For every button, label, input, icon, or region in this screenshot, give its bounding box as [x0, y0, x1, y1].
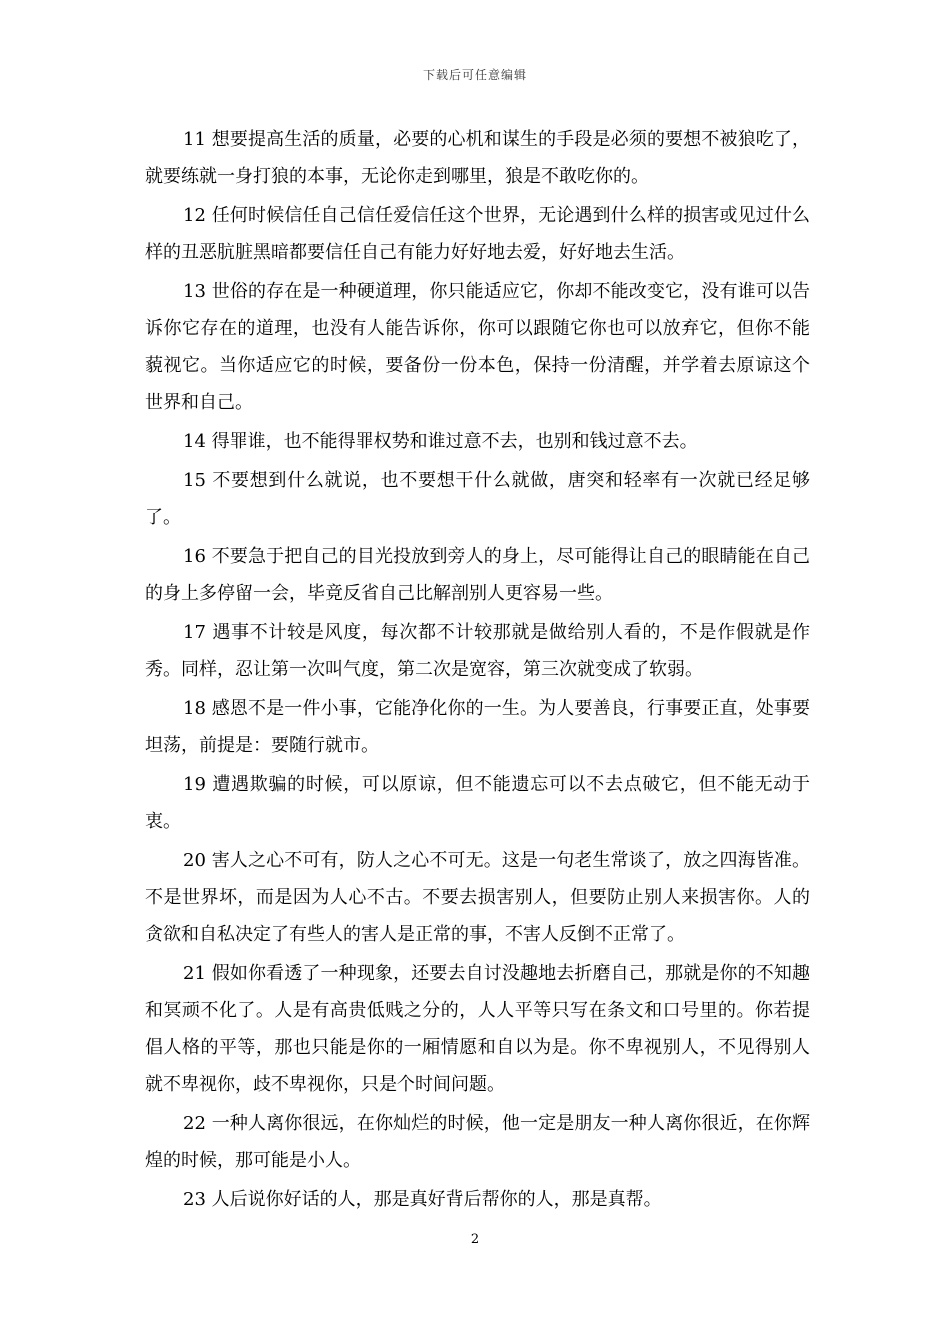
paragraph-19: 19 遭遇欺骗的时候，可以原谅，但不能遗忘可以不去点破它，但不能无动于衷。 — [145, 774, 810, 832]
document-body — [145, 121, 810, 1220]
paragraph-18: 18 感恩不是一件小事，它能净化你的一生。为人要善良，行事要正直，处事要坦荡，前提是：要随行就市。 — [145, 698, 810, 756]
paragraph-17: 17 遇事不计较是风度，每次都不计较那就是做给别人看的，不是作假就是作秀。同样，忍让第一次叫气度，第二次是宽容，第三次就变成了软弱。 — [145, 622, 810, 680]
paragraph-15: 15 不要想到什么就说，也不要想干什么就做，唐突和轻率有一次就已经足够了。 — [145, 470, 810, 528]
paragraph-16: 16 不要急于把自己的目光投放到旁人的身上，尽可能得让自己的眼睛能在自己的身上多停留一会，毕竟反省自己比解剖别人更容易一些。 — [145, 546, 810, 604]
paragraph-11: 11 想要提高生活的质量，必要的心机和谋生的手段是必须的要想不被狼吃了，就要练就一身打狼的本事，无论你走到哪里，狼是不敢吃你的。 — [145, 129, 810, 187]
paragraph-13: 13 世俗的存在是一种硬道理，你只能适应它，你却不能改变它，没有谁可以告诉你它存在的道理，也没有人能告诉你，你可以跟随它你也可以放弃它，但你不能藐视它。当你适应它的时候，要备份一份本色，保持一份清醒，并学着去原谅这个世界和自己。 — [145, 281, 810, 413]
paragraph-12: 12 任何时候信任自己信任爱信任这个世界，无论遇到什么样的损害或见过什么样的丑恶肮脏黑暗都要信任自己有能力好好地去爱，好好地去生活。 — [145, 205, 810, 263]
page-number: 2 — [470, 1232, 480, 1247]
paragraph-21: 21 假如你看透了一种现象，还要去自讨没趣地去折磨自己，那就是你的不知趣和冥顽不化了。人是有高贵低贱之分的，人人平等只写在条文和口号里的。你若提倡人格的平等，那也只能是你的一厢情愿和自以为是。你不卑视别人，不见得别人就不卑视你，歧不卑视你，只是个时间问题。 — [145, 963, 810, 1095]
paragraph-22: 22 一种人离你很远，在你灿烂的时候，他一定是朋友一种人离你很近，在你辉煌的时候，那可能是小人。 — [145, 1113, 810, 1171]
page-header: 下载后可任意编辑 — [422, 68, 527, 82]
paragraph-23: 23 人后说你好话的人，那是真好背后帮你的人，那是真帮。 — [183, 1189, 662, 1210]
paragraph-14: 14 得罪谁，也不能得罪权势和谁过意不去，也别和钱过意不去。 — [183, 431, 698, 452]
paragraph-20: 20 害人之心不可有，防人之心不可无。这是一句老生常谈了，放之四海皆准。不是世界坏，而是因为人心不古。不要去损害别人，但要防止别人来损害你。人的贪欲和自私决定了有些人的害人是正常的事，不害人反倒不正常了。 — [145, 850, 810, 945]
